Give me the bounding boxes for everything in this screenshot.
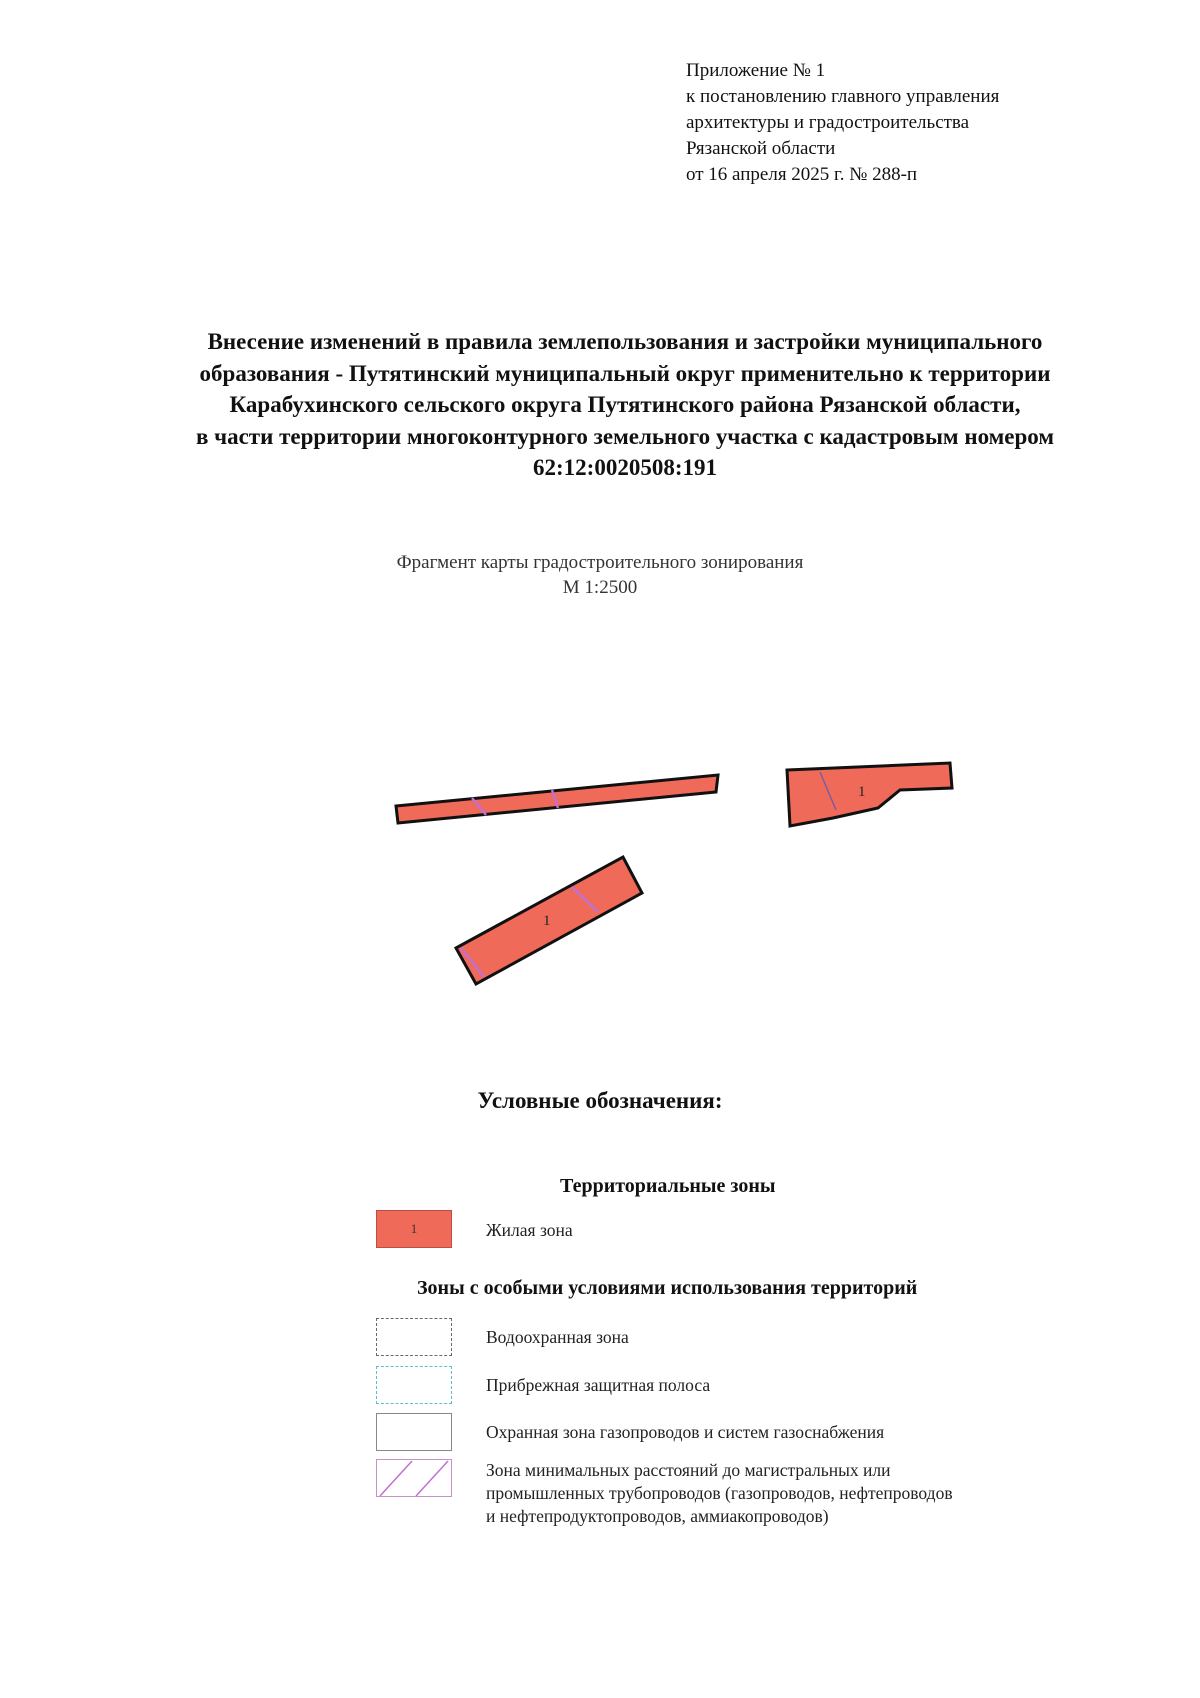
appendix-line-4: Рязанской области bbox=[686, 138, 836, 159]
legend-territorial-title: Территориальные зоны bbox=[560, 1175, 776, 1197]
pipeline-distance-line-3: и нефтепродуктопроводов, аммиакопроводов) bbox=[486, 1506, 829, 1526]
title-line-5: 62:12:0020508:191 bbox=[533, 455, 717, 480]
map-caption-text: Фрагмент карты градостроительного зонирования bbox=[396, 552, 804, 573]
water-protection-swatch bbox=[376, 1318, 452, 1356]
water-protection-label: Водоохранная зона bbox=[486, 1327, 629, 1347]
residential-zone-swatch: 1 bbox=[376, 1210, 452, 1248]
pipeline-distance-label bbox=[486, 1459, 953, 1528]
pipeline-distance-swatch bbox=[376, 1459, 452, 1497]
legend-special-title: Зоны с особыми условиями использования территорий bbox=[417, 1277, 918, 1299]
gas-protection-label: Охранная зона газопроводов и систем газоснабжения bbox=[486, 1422, 885, 1442]
title-line-4: в части территории многоконтурного земельного участка с кадастровым номером bbox=[195, 423, 1055, 449]
coastal-strip-swatch bbox=[376, 1366, 452, 1404]
title-line-2: образования - Путятинский муниципальный округ применительно к территории bbox=[199, 360, 1051, 386]
coastal-strip-label: Прибрежная защитная полоса bbox=[486, 1375, 711, 1395]
parcel-strip bbox=[396, 775, 718, 823]
appendix-line-2: к постановлению главного управления bbox=[686, 86, 1000, 107]
title-line-1: Внесение изменений в правила землепользования и застройки муниципального bbox=[207, 329, 1043, 354]
parcel-diagonal bbox=[456, 857, 642, 984]
appendix-line-3: архитектуры и градостроительства bbox=[686, 112, 970, 133]
pipeline-distance-line-2: промышленных трубопроводов (газопроводов, нефтепроводов bbox=[486, 1483, 953, 1503]
residential-zone-label: Жилая зона bbox=[486, 1220, 573, 1240]
map-scale: М 1:2500 bbox=[562, 577, 638, 598]
pipeline-distance-line-1: Зона минимальных расстояний до магистральных или bbox=[486, 1460, 891, 1480]
gas-protection-swatch bbox=[376, 1413, 452, 1451]
zone-label: 1 bbox=[858, 784, 866, 800]
legend-title: Условные обозначения: bbox=[477, 1088, 723, 1113]
appendix-line-5: от 16 апреля 2025 г. № 288-п bbox=[686, 164, 918, 185]
parcel-right bbox=[787, 763, 952, 826]
appendix-line-1: Приложение № 1 bbox=[686, 60, 826, 81]
title-line-3: Карабухинского сельского округа Путятинского района Рязанской области, bbox=[229, 392, 1021, 417]
zone-label: 1 bbox=[543, 913, 551, 929]
